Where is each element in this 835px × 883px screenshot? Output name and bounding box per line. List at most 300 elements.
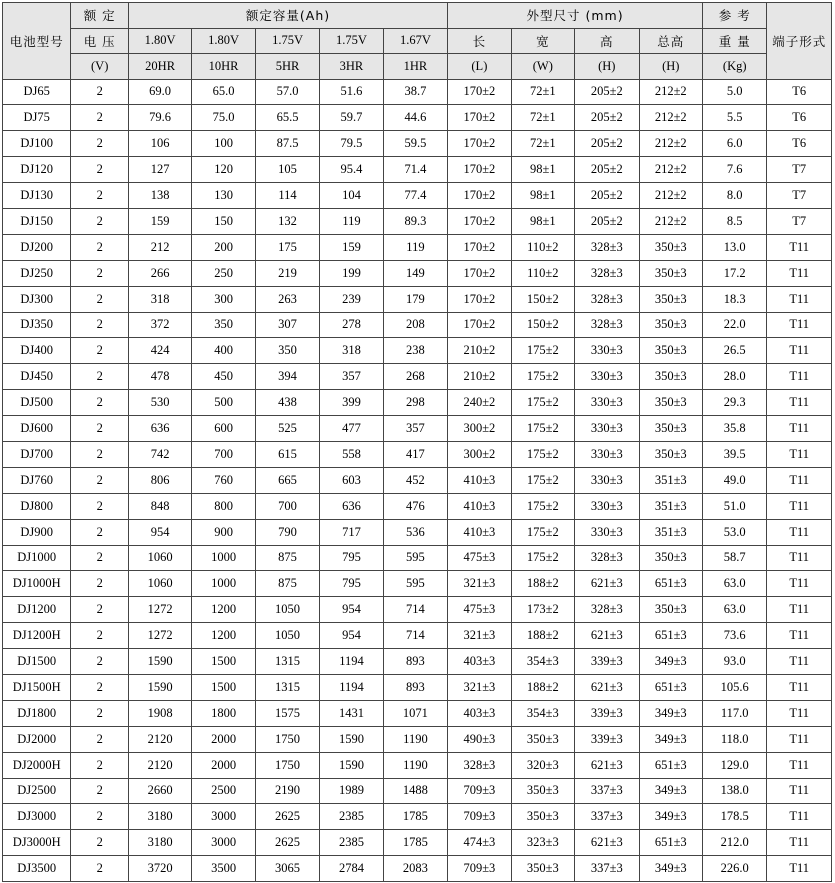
cell-cap-10hr: 2000: [192, 726, 255, 752]
cell-cap-5hr: 2625: [255, 830, 319, 856]
cell-width: 150±2: [511, 286, 574, 312]
cell-terminal: T11: [767, 752, 832, 778]
cell-weight: 73.6: [703, 623, 767, 649]
cell-model: DJ1200: [3, 597, 71, 623]
cell-cap-10hr: 400: [192, 338, 255, 364]
cell-model: DJ300: [3, 286, 71, 312]
cell-cap-20hr: 138: [128, 183, 191, 209]
cell-width: 72±1: [511, 79, 574, 105]
cell-total-height: 212±2: [639, 131, 702, 157]
cell-cap-5hr: 132: [255, 208, 319, 234]
cell-weight: 49.0: [703, 467, 767, 493]
header-capacity-rate: 20HR: [128, 54, 191, 80]
cell-cap-10hr: 1800: [192, 700, 255, 726]
cell-cap-10hr: 2000: [192, 752, 255, 778]
header-capacity-rate: 1HR: [383, 54, 447, 80]
cell-cap-5hr: 1750: [255, 726, 319, 752]
cell-cap-3hr: 399: [320, 390, 383, 416]
header-row-2: [3, 28, 832, 54]
cell-weight: 63.0: [703, 571, 767, 597]
cell-terminal: T11: [767, 338, 832, 364]
cell-width: 98±1: [511, 208, 574, 234]
cell-terminal: T11: [767, 804, 832, 830]
cell-height: 328±3: [575, 286, 639, 312]
cell-total-height: 350±3: [639, 416, 702, 442]
header-row-1: [3, 3, 832, 29]
cell-width: 98±1: [511, 183, 574, 209]
cell-width: 175±2: [511, 416, 574, 442]
cell-cap-1hr: 714: [383, 623, 447, 649]
cell-terminal: T11: [767, 571, 832, 597]
cell-cap-5hr: 700: [255, 493, 319, 519]
cell-cap-1hr: 1190: [383, 726, 447, 752]
cell-cap-5hr: 525: [255, 416, 319, 442]
cell-cap-10hr: 800: [192, 493, 255, 519]
cell-cap-5hr: 2190: [255, 778, 319, 804]
cell-cap-3hr: 1194: [320, 649, 383, 675]
cell-height: 621±3: [575, 752, 639, 778]
cell-weight: 39.5: [703, 441, 767, 467]
cell-cap-10hr: 3000: [192, 830, 255, 856]
cell-weight: 29.3: [703, 390, 767, 416]
cell-total-height: 351±3: [639, 519, 702, 545]
cell-length: 410±3: [448, 493, 511, 519]
cell-weight: 117.0: [703, 700, 767, 726]
cell-width: 354±3: [511, 700, 574, 726]
cell-cap-10hr: 2500: [192, 778, 255, 804]
cell-cap-1hr: 208: [383, 312, 447, 338]
cell-voltage: 2: [71, 131, 128, 157]
cell-cap-20hr: 1060: [128, 571, 191, 597]
cell-total-height: 651±3: [639, 571, 702, 597]
cell-width: 350±3: [511, 726, 574, 752]
cell-total-height: 351±3: [639, 493, 702, 519]
table-row: [3, 856, 832, 882]
cell-voltage: 2: [71, 856, 128, 882]
cell-height: 205±2: [575, 79, 639, 105]
cell-model: DJ75: [3, 105, 71, 131]
cell-cap-3hr: 159: [320, 234, 383, 260]
header-weight-line1: 参 考: [703, 3, 767, 29]
cell-cap-3hr: 954: [320, 597, 383, 623]
cell-weight: 8.0: [703, 183, 767, 209]
cell-terminal: T11: [767, 312, 832, 338]
cell-cap-5hr: 2625: [255, 804, 319, 830]
cell-cap-3hr: 1590: [320, 752, 383, 778]
cell-total-height: 351±3: [639, 467, 702, 493]
cell-cap-20hr: 954: [128, 519, 191, 545]
cell-width: 350±3: [511, 804, 574, 830]
cell-weight: 129.0: [703, 752, 767, 778]
cell-terminal: T6: [767, 79, 832, 105]
cell-cap-5hr: 394: [255, 364, 319, 390]
cell-total-height: 651±3: [639, 674, 702, 700]
cell-weight: 53.0: [703, 519, 767, 545]
cell-height: 330±3: [575, 338, 639, 364]
cell-voltage: 2: [71, 312, 128, 338]
table-row: [3, 286, 832, 312]
cell-cap-3hr: 95.4: [320, 157, 383, 183]
cell-cap-10hr: 250: [192, 260, 255, 286]
cell-model: DJ1800: [3, 700, 71, 726]
cell-total-height: 349±3: [639, 700, 702, 726]
cell-model: DJ3000: [3, 804, 71, 830]
cell-width: 320±3: [511, 752, 574, 778]
cell-cap-5hr: 57.0: [255, 79, 319, 105]
cell-model: DJ600: [3, 416, 71, 442]
header-dimension-unit: (H): [639, 54, 702, 80]
cell-cap-20hr: 2120: [128, 752, 191, 778]
cell-weight: 178.5: [703, 804, 767, 830]
cell-cap-1hr: 71.4: [383, 157, 447, 183]
cell-weight: 93.0: [703, 649, 767, 675]
cell-weight: 226.0: [703, 856, 767, 882]
cell-height: 621±3: [575, 571, 639, 597]
header-capacity-rate: 3HR: [320, 54, 383, 80]
table-row: [3, 778, 832, 804]
cell-width: 150±2: [511, 312, 574, 338]
cell-voltage: 2: [71, 260, 128, 286]
cell-width: 188±2: [511, 674, 574, 700]
cell-cap-1hr: 179: [383, 286, 447, 312]
table-row: [3, 519, 832, 545]
cell-cap-1hr: 714: [383, 597, 447, 623]
header-capacity-rate: 5HR: [255, 54, 319, 80]
cell-terminal: T11: [767, 234, 832, 260]
cell-height: 328±3: [575, 545, 639, 571]
cell-voltage: 2: [71, 364, 128, 390]
cell-voltage: 2: [71, 286, 128, 312]
cell-model: DJ150: [3, 208, 71, 234]
cell-cap-10hr: 120: [192, 157, 255, 183]
cell-cap-1hr: 893: [383, 649, 447, 675]
table-row: [3, 157, 832, 183]
cell-cap-1hr: 476: [383, 493, 447, 519]
cell-length: 170±2: [448, 234, 511, 260]
cell-width: 188±2: [511, 623, 574, 649]
cell-height: 205±2: [575, 131, 639, 157]
cell-cap-3hr: 795: [320, 545, 383, 571]
cell-cap-20hr: 424: [128, 338, 191, 364]
cell-cap-5hr: 87.5: [255, 131, 319, 157]
cell-voltage: 2: [71, 778, 128, 804]
cell-terminal: T11: [767, 830, 832, 856]
cell-voltage: 2: [71, 467, 128, 493]
cell-width: 110±2: [511, 260, 574, 286]
cell-terminal: T11: [767, 467, 832, 493]
cell-voltage: 2: [71, 597, 128, 623]
cell-total-height: 350±3: [639, 390, 702, 416]
header-dimension-unit: (H): [575, 54, 639, 80]
table-row: [3, 467, 832, 493]
table-row: [3, 312, 832, 338]
cell-voltage: 2: [71, 416, 128, 442]
table-row: [3, 752, 832, 778]
cell-cap-3hr: 51.6: [320, 79, 383, 105]
cell-cap-5hr: 114: [255, 183, 319, 209]
cell-cap-1hr: 38.7: [383, 79, 447, 105]
cell-width: 175±2: [511, 493, 574, 519]
table-row: [3, 105, 832, 131]
cell-height: 337±3: [575, 856, 639, 882]
cell-width: 175±2: [511, 545, 574, 571]
cell-model: DJ100: [3, 131, 71, 157]
cell-total-height: 212±2: [639, 79, 702, 105]
cell-cap-3hr: 1431: [320, 700, 383, 726]
cell-cap-20hr: 530: [128, 390, 191, 416]
cell-voltage: 2: [71, 545, 128, 571]
cell-model: DJ350: [3, 312, 71, 338]
cell-cap-1hr: 1071: [383, 700, 447, 726]
cell-cap-20hr: 3180: [128, 830, 191, 856]
cell-cap-3hr: 2385: [320, 804, 383, 830]
cell-terminal: T11: [767, 726, 832, 752]
cell-cap-20hr: 3720: [128, 856, 191, 882]
cell-cap-10hr: 65.0: [192, 79, 255, 105]
cell-cap-20hr: 1590: [128, 674, 191, 700]
cell-length: 709±3: [448, 804, 511, 830]
header-capacity-volt: 1.75V: [255, 28, 319, 54]
cell-width: 175±2: [511, 441, 574, 467]
cell-cap-1hr: 452: [383, 467, 447, 493]
cell-height: 339±3: [575, 726, 639, 752]
cell-cap-3hr: 2385: [320, 830, 383, 856]
cell-cap-1hr: 417: [383, 441, 447, 467]
cell-length: 709±3: [448, 856, 511, 882]
cell-terminal: T11: [767, 519, 832, 545]
cell-cap-3hr: 954: [320, 623, 383, 649]
cell-total-height: 350±3: [639, 545, 702, 571]
cell-cap-5hr: 1315: [255, 674, 319, 700]
cell-terminal: T11: [767, 545, 832, 571]
cell-cap-3hr: 2784: [320, 856, 383, 882]
cell-height: 330±3: [575, 519, 639, 545]
cell-height: 339±3: [575, 649, 639, 675]
table-row: [3, 390, 832, 416]
table-row: [3, 260, 832, 286]
cell-total-height: 349±3: [639, 856, 702, 882]
cell-height: 328±3: [575, 597, 639, 623]
cell-cap-20hr: 159: [128, 208, 191, 234]
cell-model: DJ1000: [3, 545, 71, 571]
header-weight-unit: (Kg): [703, 54, 767, 80]
cell-cap-20hr: 69.0: [128, 79, 191, 105]
table-row: [3, 674, 832, 700]
cell-length: 170±2: [448, 183, 511, 209]
cell-length: 300±2: [448, 441, 511, 467]
cell-model: DJ3000H: [3, 830, 71, 856]
cell-width: 72±1: [511, 105, 574, 131]
cell-terminal: T11: [767, 674, 832, 700]
cell-voltage: 2: [71, 390, 128, 416]
header-capacity-volt: 1.80V: [192, 28, 255, 54]
cell-cap-1hr: 595: [383, 571, 447, 597]
cell-weight: 35.8: [703, 416, 767, 442]
cell-length: 170±2: [448, 286, 511, 312]
cell-cap-1hr: 77.4: [383, 183, 447, 209]
cell-model: DJ1200H: [3, 623, 71, 649]
cell-voltage: 2: [71, 234, 128, 260]
cell-cap-5hr: 875: [255, 571, 319, 597]
cell-cap-3hr: 1989: [320, 778, 383, 804]
cell-height: 328±3: [575, 234, 639, 260]
cell-length: 170±2: [448, 79, 511, 105]
cell-weight: 6.0: [703, 131, 767, 157]
cell-width: 354±3: [511, 649, 574, 675]
cell-cap-20hr: 127: [128, 157, 191, 183]
cell-cap-1hr: 238: [383, 338, 447, 364]
cell-cap-1hr: 1190: [383, 752, 447, 778]
cell-cap-5hr: 3065: [255, 856, 319, 882]
cell-cap-3hr: 239: [320, 286, 383, 312]
cell-height: 205±2: [575, 105, 639, 131]
cell-voltage: 2: [71, 105, 128, 131]
cell-model: DJ120: [3, 157, 71, 183]
cell-cap-1hr: 2083: [383, 856, 447, 882]
cell-cap-3hr: 558: [320, 441, 383, 467]
cell-cap-20hr: 2660: [128, 778, 191, 804]
cell-voltage: 2: [71, 157, 128, 183]
cell-cap-20hr: 3180: [128, 804, 191, 830]
cell-cap-20hr: 742: [128, 441, 191, 467]
cell-cap-5hr: 1750: [255, 752, 319, 778]
cell-length: 403±3: [448, 700, 511, 726]
cell-cap-1hr: 595: [383, 545, 447, 571]
table-row: [3, 700, 832, 726]
table-row: [3, 571, 832, 597]
cell-model: DJ2500: [3, 778, 71, 804]
header-capacity-rate: 10HR: [192, 54, 255, 80]
cell-total-height: 350±3: [639, 286, 702, 312]
cell-cap-3hr: 357: [320, 364, 383, 390]
header-model: 电池型号: [3, 3, 71, 80]
cell-total-height: 651±3: [639, 623, 702, 649]
cell-cap-3hr: 1590: [320, 726, 383, 752]
cell-total-height: 651±3: [639, 830, 702, 856]
cell-voltage: 2: [71, 700, 128, 726]
table-row: [3, 726, 832, 752]
cell-voltage: 2: [71, 519, 128, 545]
cell-total-height: 350±3: [639, 234, 702, 260]
cell-cap-10hr: 130: [192, 183, 255, 209]
table-row: [3, 623, 832, 649]
cell-height: 337±3: [575, 804, 639, 830]
cell-terminal: T11: [767, 856, 832, 882]
cell-length: 170±2: [448, 105, 511, 131]
cell-cap-1hr: 59.5: [383, 131, 447, 157]
cell-length: 475±3: [448, 545, 511, 571]
cell-total-height: 212±2: [639, 157, 702, 183]
cell-total-height: 349±3: [639, 726, 702, 752]
cell-weight: 8.5: [703, 208, 767, 234]
header-voltage-unit: (V): [71, 54, 128, 80]
cell-weight: 105.6: [703, 674, 767, 700]
cell-cap-20hr: 2120: [128, 726, 191, 752]
table-row: [3, 830, 832, 856]
cell-weight: 5.0: [703, 79, 767, 105]
cell-cap-1hr: 44.6: [383, 105, 447, 131]
cell-width: 175±2: [511, 519, 574, 545]
cell-cap-1hr: 119: [383, 234, 447, 260]
cell-cap-20hr: 372: [128, 312, 191, 338]
cell-model: DJ450: [3, 364, 71, 390]
cell-cap-3hr: 119: [320, 208, 383, 234]
header-capacity-volt: 1.75V: [320, 28, 383, 54]
cell-terminal: T11: [767, 778, 832, 804]
cell-model: DJ760: [3, 467, 71, 493]
cell-cap-10hr: 3500: [192, 856, 255, 882]
cell-cap-20hr: 848: [128, 493, 191, 519]
cell-length: 321±3: [448, 571, 511, 597]
cell-model: DJ250: [3, 260, 71, 286]
cell-width: 72±1: [511, 131, 574, 157]
cell-terminal: T6: [767, 131, 832, 157]
cell-total-height: 212±2: [639, 105, 702, 131]
header-row-3: [3, 54, 832, 80]
cell-cap-10hr: 1500: [192, 649, 255, 675]
cell-cap-5hr: 263: [255, 286, 319, 312]
cell-length: 210±2: [448, 338, 511, 364]
cell-weight: 212.0: [703, 830, 767, 856]
cell-cap-10hr: 350: [192, 312, 255, 338]
cell-cap-10hr: 450: [192, 364, 255, 390]
cell-voltage: 2: [71, 79, 128, 105]
cell-cap-3hr: 603: [320, 467, 383, 493]
cell-height: 330±3: [575, 467, 639, 493]
cell-cap-5hr: 175: [255, 234, 319, 260]
cell-height: 330±3: [575, 493, 639, 519]
cell-cap-5hr: 665: [255, 467, 319, 493]
cell-width: 175±2: [511, 467, 574, 493]
cell-weight: 22.0: [703, 312, 767, 338]
cell-length: 410±3: [448, 467, 511, 493]
cell-model: DJ200: [3, 234, 71, 260]
cell-terminal: T11: [767, 700, 832, 726]
table-row: [3, 208, 832, 234]
cell-cap-10hr: 700: [192, 441, 255, 467]
cell-cap-20hr: 266: [128, 260, 191, 286]
cell-cap-5hr: 615: [255, 441, 319, 467]
header-capacity-volt: 1.67V: [383, 28, 447, 54]
cell-height: 330±3: [575, 441, 639, 467]
cell-cap-3hr: 278: [320, 312, 383, 338]
cell-length: 475±3: [448, 597, 511, 623]
cell-voltage: 2: [71, 183, 128, 209]
cell-cap-5hr: 1315: [255, 649, 319, 675]
cell-cap-10hr: 300: [192, 286, 255, 312]
cell-weight: 18.3: [703, 286, 767, 312]
cell-terminal: T11: [767, 441, 832, 467]
cell-cap-10hr: 150: [192, 208, 255, 234]
cell-cap-10hr: 1200: [192, 623, 255, 649]
cell-terminal: T7: [767, 183, 832, 209]
cell-cap-5hr: 307: [255, 312, 319, 338]
cell-weight: 28.0: [703, 364, 767, 390]
cell-height: 621±3: [575, 674, 639, 700]
cell-cap-3hr: 477: [320, 416, 383, 442]
cell-cap-5hr: 65.5: [255, 105, 319, 131]
cell-cap-20hr: 1590: [128, 649, 191, 675]
header-dimension-unit: (L): [448, 54, 511, 80]
cell-weight: 138.0: [703, 778, 767, 804]
header-capacity-volt: 1.80V: [128, 28, 191, 54]
cell-cap-1hr: 1785: [383, 804, 447, 830]
header-voltage-line2: 电 压: [71, 28, 128, 54]
cell-cap-5hr: 438: [255, 390, 319, 416]
cell-cap-10hr: 100: [192, 131, 255, 157]
cell-height: 205±2: [575, 157, 639, 183]
cell-voltage: 2: [71, 804, 128, 830]
